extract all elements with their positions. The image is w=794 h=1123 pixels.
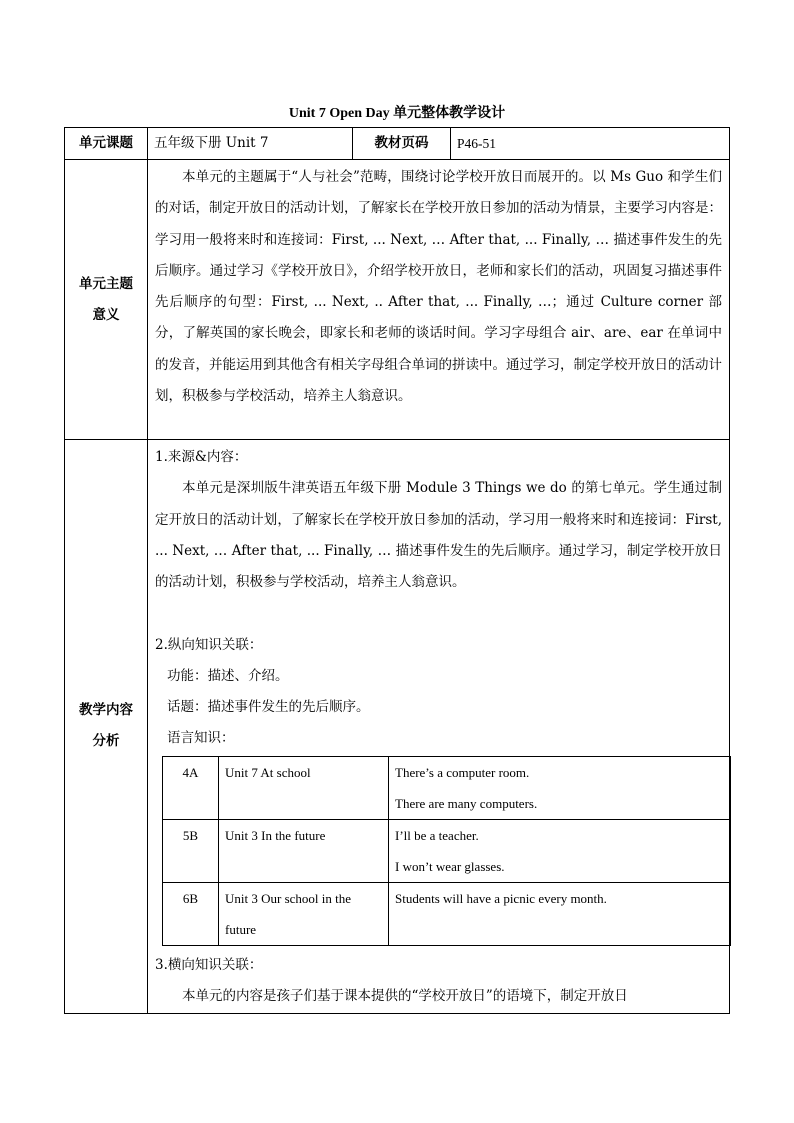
blank-line xyxy=(155,598,722,629)
document-title: Unit 7 Open Day 单元整体教学设计 xyxy=(288,106,506,121)
grade-cell: 6B xyxy=(163,883,219,946)
sentence-line: Students will have a picnic every month. xyxy=(395,891,607,907)
topic-line: 话题：描述事件发生的先后顺序。 xyxy=(167,699,370,716)
sentence-cell xyxy=(389,757,731,820)
theme-meaning-label-line1: 单元主题 xyxy=(79,275,133,292)
unit-cell: Unit 7 At school xyxy=(219,757,389,820)
grade-cell: 5B xyxy=(163,820,219,883)
textbook-pages-label: 教材页码 xyxy=(353,128,451,160)
function-line: 功能：描述、介绍。 xyxy=(167,668,289,685)
vertical-knowledge-heading: 2.纵向知识关联： xyxy=(155,636,263,653)
content-analysis-label-line1: 教学内容 xyxy=(79,702,133,719)
unit-cell: Unit 3 In the future xyxy=(219,820,389,883)
theme-meaning-label xyxy=(65,160,148,440)
knowledge-table xyxy=(162,756,731,946)
sentence-line: I’ll be a teacher. xyxy=(395,828,479,844)
unit-topic-value: 五年级下册 Unit 7 xyxy=(148,128,353,160)
grade-cell: 4A xyxy=(163,757,219,820)
content-analysis-row xyxy=(65,440,730,1014)
unit-topic-label: 单元课题 xyxy=(65,128,148,160)
source-text: 本单元是深圳版牛津英语五年级下册 Module 3 Things we do 的第七单元。学生通过制定开放日的活动计划，了解家长在学校开放日参加的活动，学习用一般将来时和连接词：First, ... Next, … After that, ... Finally, … 描述事件发生的先后顺序。通过学习，制定学校开放日的活动计划，积极参与学校活动，培养主人翁意识。 xyxy=(155,480,722,591)
theme-meaning-row xyxy=(65,160,730,440)
source-heading: 1.来源&内容： xyxy=(155,449,248,465)
design-table xyxy=(64,127,730,1014)
sentence-line: There are many computers. xyxy=(395,796,538,812)
sentence-line: I won’t wear glasses. xyxy=(395,859,505,875)
horizontal-knowledge-text: 本单元的内容是孩子们基于课本提供的“学校开放日”的语境下，制定开放日 xyxy=(182,988,628,1005)
sentence-cell xyxy=(389,820,731,883)
theme-meaning-content xyxy=(148,160,730,440)
language-knowledge-line: 语言知识： xyxy=(167,730,235,747)
table-row xyxy=(163,883,731,946)
theme-meaning-label-line2: 意义 xyxy=(92,306,120,323)
content-analysis-label-line2: 分析 xyxy=(92,733,120,750)
textbook-pages-value: P46-51 xyxy=(451,128,730,160)
unit-cell: Unit 3 Our school in the future xyxy=(219,883,389,946)
sentence-cell xyxy=(389,883,731,946)
unit-info-row xyxy=(65,128,730,160)
content-analysis-content xyxy=(148,440,730,1014)
theme-meaning-text: 本单元的主题属于“人与社会”范畴，围绕讨论学校开放日而展开的。以 Ms Guo 和学生们的对话，制定开放日的活动计划，了解家长在学校开放日参加的活动为情景，主要学习内容是：学习用一般将来时和连接词：First, ... Next, … After that, ... Finally, … 描述事件发生的先后顺序。通过学习《学校开放日》，介绍学校开放日，老师和家长们的活动，巩固复习描述事件先后顺序的句型：First, ... Next, .. After that, ... Finally, …；通过 Culture corner 部分，了解英国的家长晚会，即家长和老师的谈话时间。学习字母组合 air、are、ear 在单词中的发音，并能运用到其他含有相关字母组合单词的拼读中。通过学习，制定学校开放日的活动计划，积极参与学校活动，培养主人翁意识。 xyxy=(155,169,722,405)
table-row xyxy=(163,820,731,883)
horizontal-knowledge-heading: 3.横向知识关联： xyxy=(155,957,263,974)
table-row xyxy=(163,757,731,820)
content-analysis-label xyxy=(65,440,148,1014)
sentence-line: There’s a computer room. xyxy=(395,765,530,781)
